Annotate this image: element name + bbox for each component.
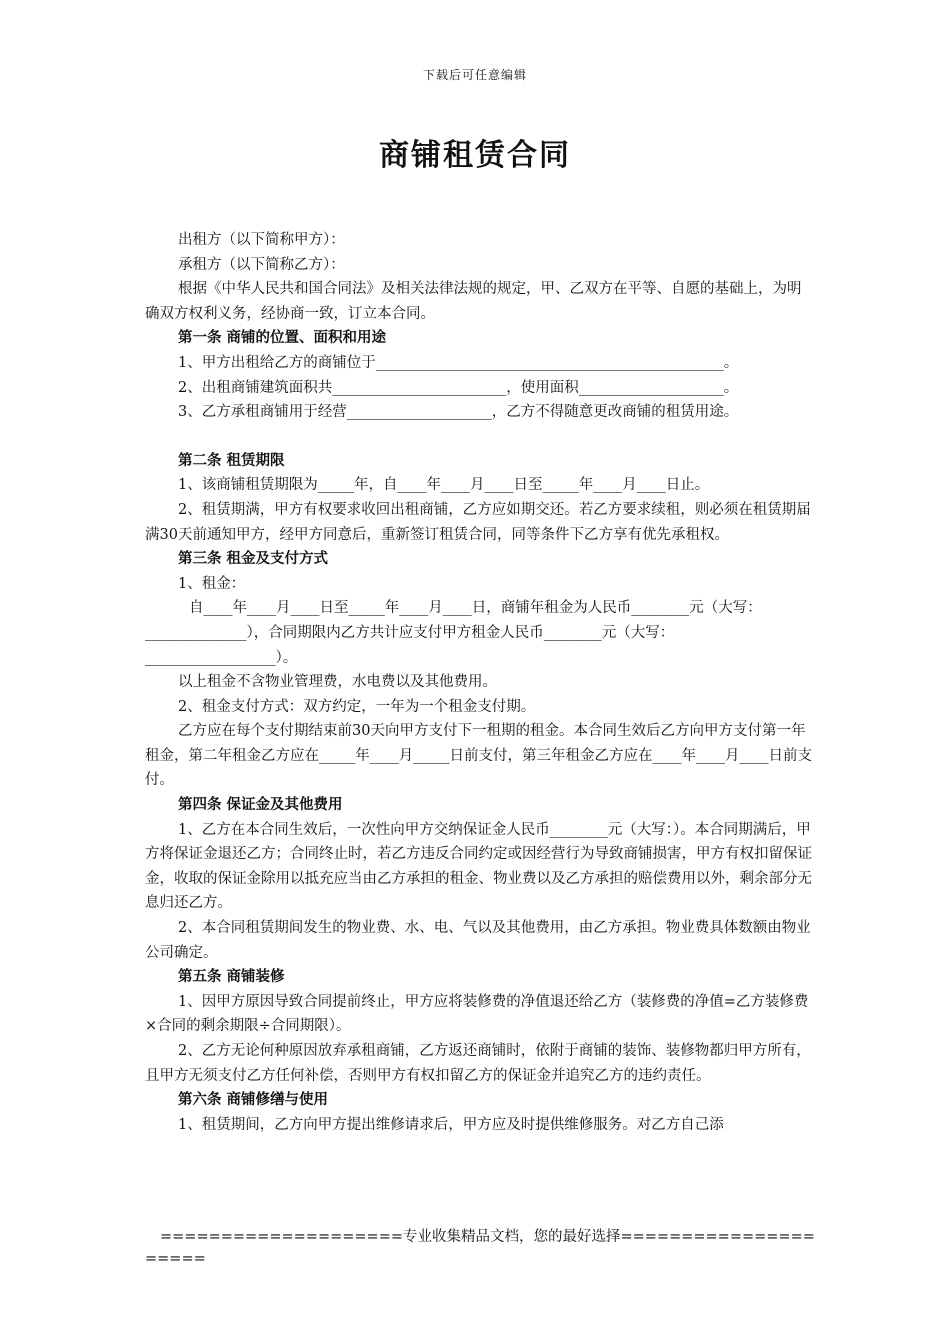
article-4-heading: 第四条 保证金及其他费用: [178, 796, 343, 814]
article-4-clause-2: 2、本合同租赁期间发生的物业费、水、电、气以及其他费用，由乙方承担。物业费具体数额由物业公司确定。: [145, 920, 811, 961]
article-3-rent-exclusions: 以上租金不含物业管理费，水电费以及其他费用。: [178, 674, 497, 691]
lessee-line: 承租方（以下简称乙方）：: [178, 256, 345, 273]
article-3-heading: 第三条 租金及支付方式: [178, 550, 329, 568]
article-3-rent-period: 自____年____月____日至_____年____月____日，商铺年租金为人民币________元（大写：______________），合同期限内乙方共计应支付甲方租金人民币________元（大写：__________________）。: [145, 600, 762, 666]
document-title: 商铺租赁合同: [379, 138, 571, 173]
article-3-clause-1: 1、租金：: [178, 575, 246, 592]
contract-body: [145, 228, 815, 1137]
spacer: [145, 425, 815, 449]
article-2-clause-2: 2、租赁期满，甲方有权要求收回出租商铺，乙方应如期交还。若乙方要求续租，则必须在租赁期届满30天前通知甲方，经甲方同意后，重新签订租赁合同，同等条件下乙方享有优先承租权。: [145, 501, 811, 543]
article-5-heading: 第五条 商铺装修: [178, 968, 285, 986]
article-1-clause-2: 2、出租商铺建筑面积共________________________，使用面积____________________。: [178, 379, 739, 396]
lessor-line: 出租方（以下简称甲方）：: [178, 232, 345, 248]
article-6-clause-1: 1、租赁期间，乙方向甲方提出维修请求后，甲方应及时提供维修服务。对乙方自己添: [178, 1116, 724, 1133]
article-3-payment-schedule: 乙方应在每个支付期结束前30天向甲方支付下一租期的租金。本合同生效后乙方向甲方支付第一年租金，第二年租金乙方应在_____年____月_____日前支付，第三年租金乙方应在____年____月____日前支付。: [145, 723, 812, 789]
page-footer: ====================专业收集精品文档，您的最好选择=====================: [145, 1229, 815, 1267]
page-header-note: 下载后可任意编辑: [422, 68, 527, 82]
article-5-clause-1: 1、因甲方原因导致合同提前终止，甲方应将装修费的净值退还给乙方（装修费的净值=乙方装修费×合同的剩余期限÷合同期限）。: [145, 993, 809, 1035]
article-1-clause-1: 1、甲方出租给乙方的商铺位于________________________________________________。: [178, 354, 739, 371]
article-1-clause-3: 3、乙方承租商铺用于经营____________________，乙方不得随意更改商铺的租赁用途。: [178, 404, 739, 421]
article-4-clause-1: 1、乙方在本合同生效后，一次性向甲方交纳保证金人民币________元（大写：）。本合同期满后，甲方将保证金退还乙方；合同终止时，若乙方违反合同约定或因经营行为导致商铺损害，甲方有权扣留保证金，收取的保证金除用以抵充应当由乙方承担的租金、物业费以及乙方承担的赔偿费用以外，剩余部分无息归还乙方。: [145, 821, 812, 912]
article-2-heading: 第二条 租赁期限: [178, 451, 285, 469]
preamble: 根据《中华人民共和国合同法》及相关法律法规的规定，甲、乙双方在平等、自愿的基础上，为明确双方权利义务，经协商一致，订立本合同。: [145, 281, 802, 322]
article-2-clause-1: 1、该商铺租赁期限为_____年，自____年____月____日至_____年____月____日止。: [178, 477, 710, 494]
article-5-clause-2: 2、乙方无论何种原因放弃承租商铺，乙方返还商铺时，依附于商铺的装饰、装修物都归甲方所有，且甲方无须支付乙方任何补偿，否则甲方有权扣留乙方的保证金并追究乙方的违约责任。: [145, 1043, 811, 1084]
article-1-heading: 第一条 商铺的位置、面积和用途: [178, 329, 387, 347]
article-3-clause-2: 2、租金支付方式：双方约定，一年为一个租金支付期。: [178, 698, 536, 715]
article-6-heading: 第六条 商铺修缮与使用: [178, 1091, 329, 1109]
